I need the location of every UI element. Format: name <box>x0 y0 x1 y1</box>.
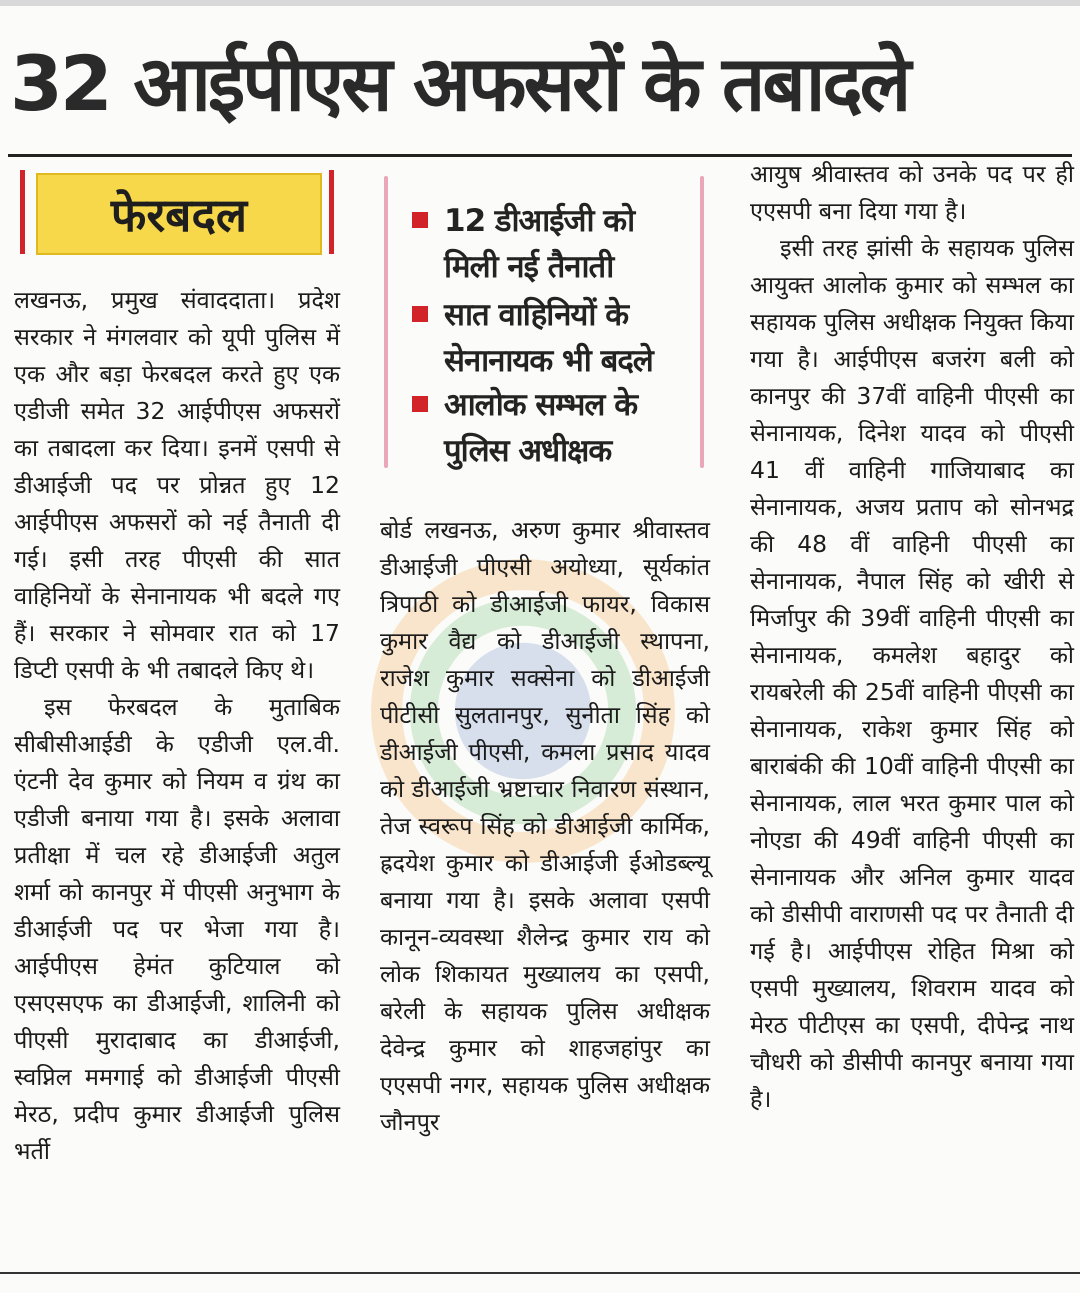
highlights-right-divider <box>700 176 704 468</box>
article-paragraph: इस फेरबदल के मुताबिक सीबीसीआईडी के एडीजी एल.वी. एंटनी देव कुमार को नियम व ग्रंथ का एडीजी बनाया गया है। इसके अलावा प्रतीक्षा में चल रहे डीआईजी अतुल शर्मा को कानपुर में पीएसी अनुभाग के डीआईजी पद पर भेजा गया है। आईपीएस हेमंत कुटियाल को एसएसएफ का डीआईजी, शालिनी को पीएसी मुरादाबाद का डीआईजी, स्वप्निल ममगाई को डीआईजी पीएसी मेरठ, प्रदीप कुमार डीआईजी पुलिस भर्ती <box>14 693 340 1165</box>
red-square-bullet-icon <box>412 396 428 412</box>
article-column-2 <box>380 512 710 1141</box>
article-paragraph: बोर्ड लखनऊ, अरुण कुमार श्रीवास्तव डीआईजी पीएसी अयोध्या, सूर्यकांत त्रिपाठी को डीआईजी फायर, विकास कुमार वैद्य को डीआईजी स्थापना, राजेश कुमार सक्सेना को डीआईजी पीटीसी सुलतानपुर, सुनीता सिंह को डीआईजी पीएसी, कमला प्रसाद यादव को डीआईजी भ्रष्टाचार निवारण संस्थान, तेज स्वरूप सिंह को डीआईजी कार्मिक, ह्रदयेश कुमार को डीआईजी ईओडब्ल्यू बनाया गया है। इसके अलावा एसपी कानून-व्यवस्था शैलेन्द्र कुमार राय को लोक शिकायत मुख्यालय का एसपी, बरेली के सहायक पुलिस अधीक्षक देवेन्द्र कुमार को शाहजहांपुर का एएसपी नगर, सहायक पुलिस अधीक्षक जौनपुर <box>380 516 710 1136</box>
highlight-text: आलोक सम्भल के पुलिस अधीक्षक <box>444 387 637 469</box>
article-column-3 <box>750 156 1074 1118</box>
kicker-right-bar <box>329 170 334 254</box>
kicker-left-bar <box>20 170 25 254</box>
kicker-label: फेरबदल <box>36 173 322 255</box>
red-square-bullet-icon <box>412 212 428 228</box>
red-square-bullet-icon <box>412 306 428 322</box>
headline: 32 आईपीएस अफसरों के तबादले <box>10 39 909 128</box>
article-paragraph: लखनऊ, प्रमुख संवाददाता। प्रदेश सरकार ने मंगलवार को यूपी पुलिस में एक और बड़ा फेरबदल करते हुए एक एडीजी समेत 32 आईपीएस अफसरों का तबादला कर दिया। इनमें एसपी से डीआईजी पद पर प्रोन्नत हुए 12 आईपीएस अफसरों को नई तैनाती दी गई। इसी तरह पीएसी की सात वाहिनियों के सेनानायक भी बदले गए हैं। सरकार ने सोमवार रात को 17 डिप्टी एसपी के भी तबादले किए थे। <box>14 286 340 684</box>
highlights-left-divider <box>384 176 388 468</box>
highlight-item <box>414 198 674 290</box>
highlight-text: सात वाहिनियों के सेनानायक भी बदले <box>444 297 653 379</box>
article-paragraph: इसी तरह झांसी के सहायक पुलिस आयुक्त आलोक कुमार को सम्भल का सहायक पुलिस अधीक्षक नियुक्त किया गया है। आईपीएस बजरंग बली को कानपुर की 37वीं वाहिनी पीएसी का सेनानायक, दिनेश यादव को पीएसी 41 वीं वाहिनी गाजियाबाद का सेनानायक, अजय प्रताप को सोनभद्र की 48 वीं वाहिनी पीएसी का सेनानायक, नैपाल सिंह को खीरी से मिर्जापुर की 39वीं वाहिनी पीएसी का सेनानायक, कमलेश बहादुर को रायबरेली की 25वीं वाहिनी पीएसी का सेनानायक, राकेश कुमार सिंह को बाराबंकी की 10वीं वाहिनी पीएसी का सेनानायक, लाल भरत कुमार पाल को नोएडा की 49वीं वाहिनी पीएसी का सेनानायक और अनिल कुमार यादव को डीसीपी वाराणसी पद पर तैनाती दी गई है। आईपीएस रोहित मिश्रा को एसपी मुख्यालय, शिवराम यादव को मेरठ पीटीएस का एसपी, दीपेन्द्र नाथ चौधरी को डीसीपी कानपुर बनाया गया है। <box>750 234 1074 1113</box>
highlights-box <box>384 176 704 468</box>
top-border <box>0 0 1080 6</box>
kicker-box <box>14 170 340 254</box>
bottom-border <box>0 1272 1080 1274</box>
article-column-1 <box>14 282 340 1170</box>
highlight-text: 12 डीआईजी को मिली नई तैनाती <box>444 203 635 285</box>
highlight-item <box>414 292 674 384</box>
article-paragraph: आयुष श्रीवास्तव को उनके पद पर ही एएसपी बना दिया गया है। <box>750 160 1074 225</box>
highlight-item <box>414 382 674 474</box>
